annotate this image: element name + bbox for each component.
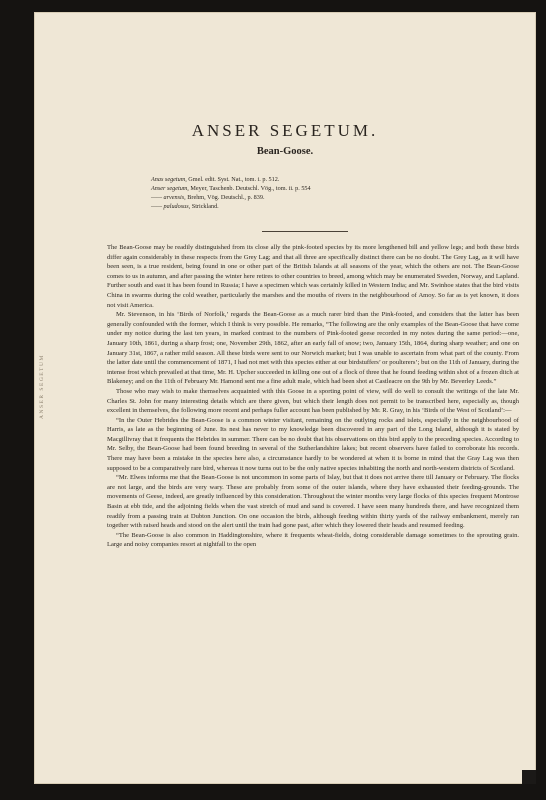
book-page: [34, 12, 536, 784]
synonym-entry: [151, 202, 451, 211]
body-paragraph: Those who may wish to make themselves acquainted with this Goose in a sporting point of view, will do well to consult the writings of the late Mr. Charles St. John for many interesting details which are there given, but which their length does not permit to be transcribed here, especially as, though excellent in themselves, the following more recent and perhaps fuller account has been published by Mr. R. Gray, in his ‘Birds of the West of Scotland’:—: [107, 387, 519, 415]
synonym-ref: Gmel. edit. Syst. Nat., tom. i. p. 512.: [188, 176, 280, 183]
synonym-name: —— paludosus,: [151, 203, 191, 210]
page-subtitle: Bean-Goose.: [256, 146, 314, 157]
synonym-entry: [151, 193, 451, 202]
synonym-name: Anas segetum,: [151, 176, 187, 183]
synonymy-list: [151, 175, 451, 211]
body-paragraph: “Mr. Elwes informs me that the Bean-Goose is not uncommon in some parts of Islay, but that it does not arrive there till January or February. The flocks are not large, and the birds are very wary. These are probably from some of the outer islands, where they have exhausted their feeding-grounds. The movements of Geese, indeed, are greatly influenced by this consideration. Throughout the winter months very large flocks of this species frequent Montrose Basin at ebb tide, and the adjoining fields when the vast stretch of mud and sand is covered. I have seen many hundreds there, and have recognized them readily from a passing train at Dubton Junction. On one occasion the birds, although feeding within thirty yards of the railway embankment, merely ran together with raised heads and stood on the alert until the train had gone past, after which they lowered their heads and resumed feeding.: [107, 474, 519, 530]
spine-label: ANSER SEGETUM: [39, 354, 45, 420]
synonym-entry: [151, 175, 451, 184]
body-text: [107, 243, 519, 788]
body-paragraph: The Bean-Goose may be readily distinguished from its close ally the pink-footed species by its more lengthened bill and yellow legs; and both these birds differ again considerably in these respects from the Grey Lag; and that all three are specifically distinct there can be no doubt. The Grey Lag, as it will have been seen, is a true resident, being found in one or other part of the British Islands at all seasons of the year, which the others are not. The Bean-Goose comes to us in autumn, and after passing the winter here retires to other countries to breed, among which may be enumerated Sweden, Norway, and Lapland. Further south and east it has been found in Russia; I have a specimen which was certainly killed in Western India; and Mr. Swinhoe states that the bird visits China in swarms during the cold weather, particularly the marshes and the mouths of rivers in the neighbourhood of Amoy. So far as is yet known, it does not visit America.: [107, 244, 519, 309]
body-paragraph: “The Bean-Goose is also common in Haddingtonshire, where it frequents wheat-fields, doing considerable damage sometimes to the sprouting grain. Large and noisy companies resort at nightfall to the open: [107, 531, 519, 549]
body-paragraph: “In the Outer Hebrides the Bean-Goose is a common winter visitant, remaining on the outlying rocks and islets, especially in the neighbourhood of Harris, as late as the beginning of June. Its nest has never to my knowledge been discovered in any part of the Long Island, although it is stated by Macgillivray that it frequents the Hebrides in summer. There can be no doubt that his observations on this bird apply to the preceding species. According to Mr. Selby, the Bean-Goose had been found breeding in several of the Sutherlandshire lakes; but recent observers have failed to corroborate his records. There may have been a mistake in the species here also, a circumstance hardly to be wondered at when it is borne in mind that the Gray Lag was then supposed to be a comparatively rare bird, whereas it now turns out to be the only native species inhabiting the north and north-western districts of Scotland.: [107, 416, 519, 472]
synonym-ref: Meyer, Taschenb. Deutschl. Vög., tom. ii. p. 554: [190, 185, 311, 192]
page-corner: [522, 770, 536, 784]
synonym-name: Anser segetum,: [151, 185, 189, 192]
synonym-name: —— arvensis,: [151, 194, 186, 201]
synonym-ref: Strickland.: [191, 203, 219, 210]
page-title: ANSER SEGETUM.: [191, 121, 379, 140]
section-divider: [262, 231, 348, 232]
synonym-ref: Brehm, Vög. Deutschl., p. 839.: [187, 194, 265, 201]
body-paragraph: Mr. Stevenson, in his ‘Birds of Norfolk,’ regards the Bean-Goose as a much rarer bird than the Pink-footed, and considers that the latter has been generally confounded with the former, which I think is very possible. He remarks, “The following are the only examples of the Bean-Goose that have come under my notice during the last ten years, in marked contrast to the numbers of Pink-footed geese recorded in my notes during the same period:—one, January 10th, 1861, during a sharp frost; one, November 29th, 1862, after an early fall of snow; two, January 15th, 1864, during sharp weather; and one on January 31st, 1867, a rather mild season. All these birds were sent to our Norwich market; but I was unable to ascertain from what part of the county. From the latter date until the commencement of 1871, I had not met with this species either at our birdstuffers’ or poulterers’; but on the 11th of January, during the intense frost which prevailed at that time, Mr. H. Upcher succeeded in killing one out of a flock of three that he found feeding within shot of a frozen ditch at Blakeney; and on the 11th of February Mr. Hamond sent me a fine adult male, which had been shot at Castleacre on the 9th by Mr. Beverley Leeds.”: [107, 311, 519, 386]
synonym-entry: [151, 184, 451, 193]
